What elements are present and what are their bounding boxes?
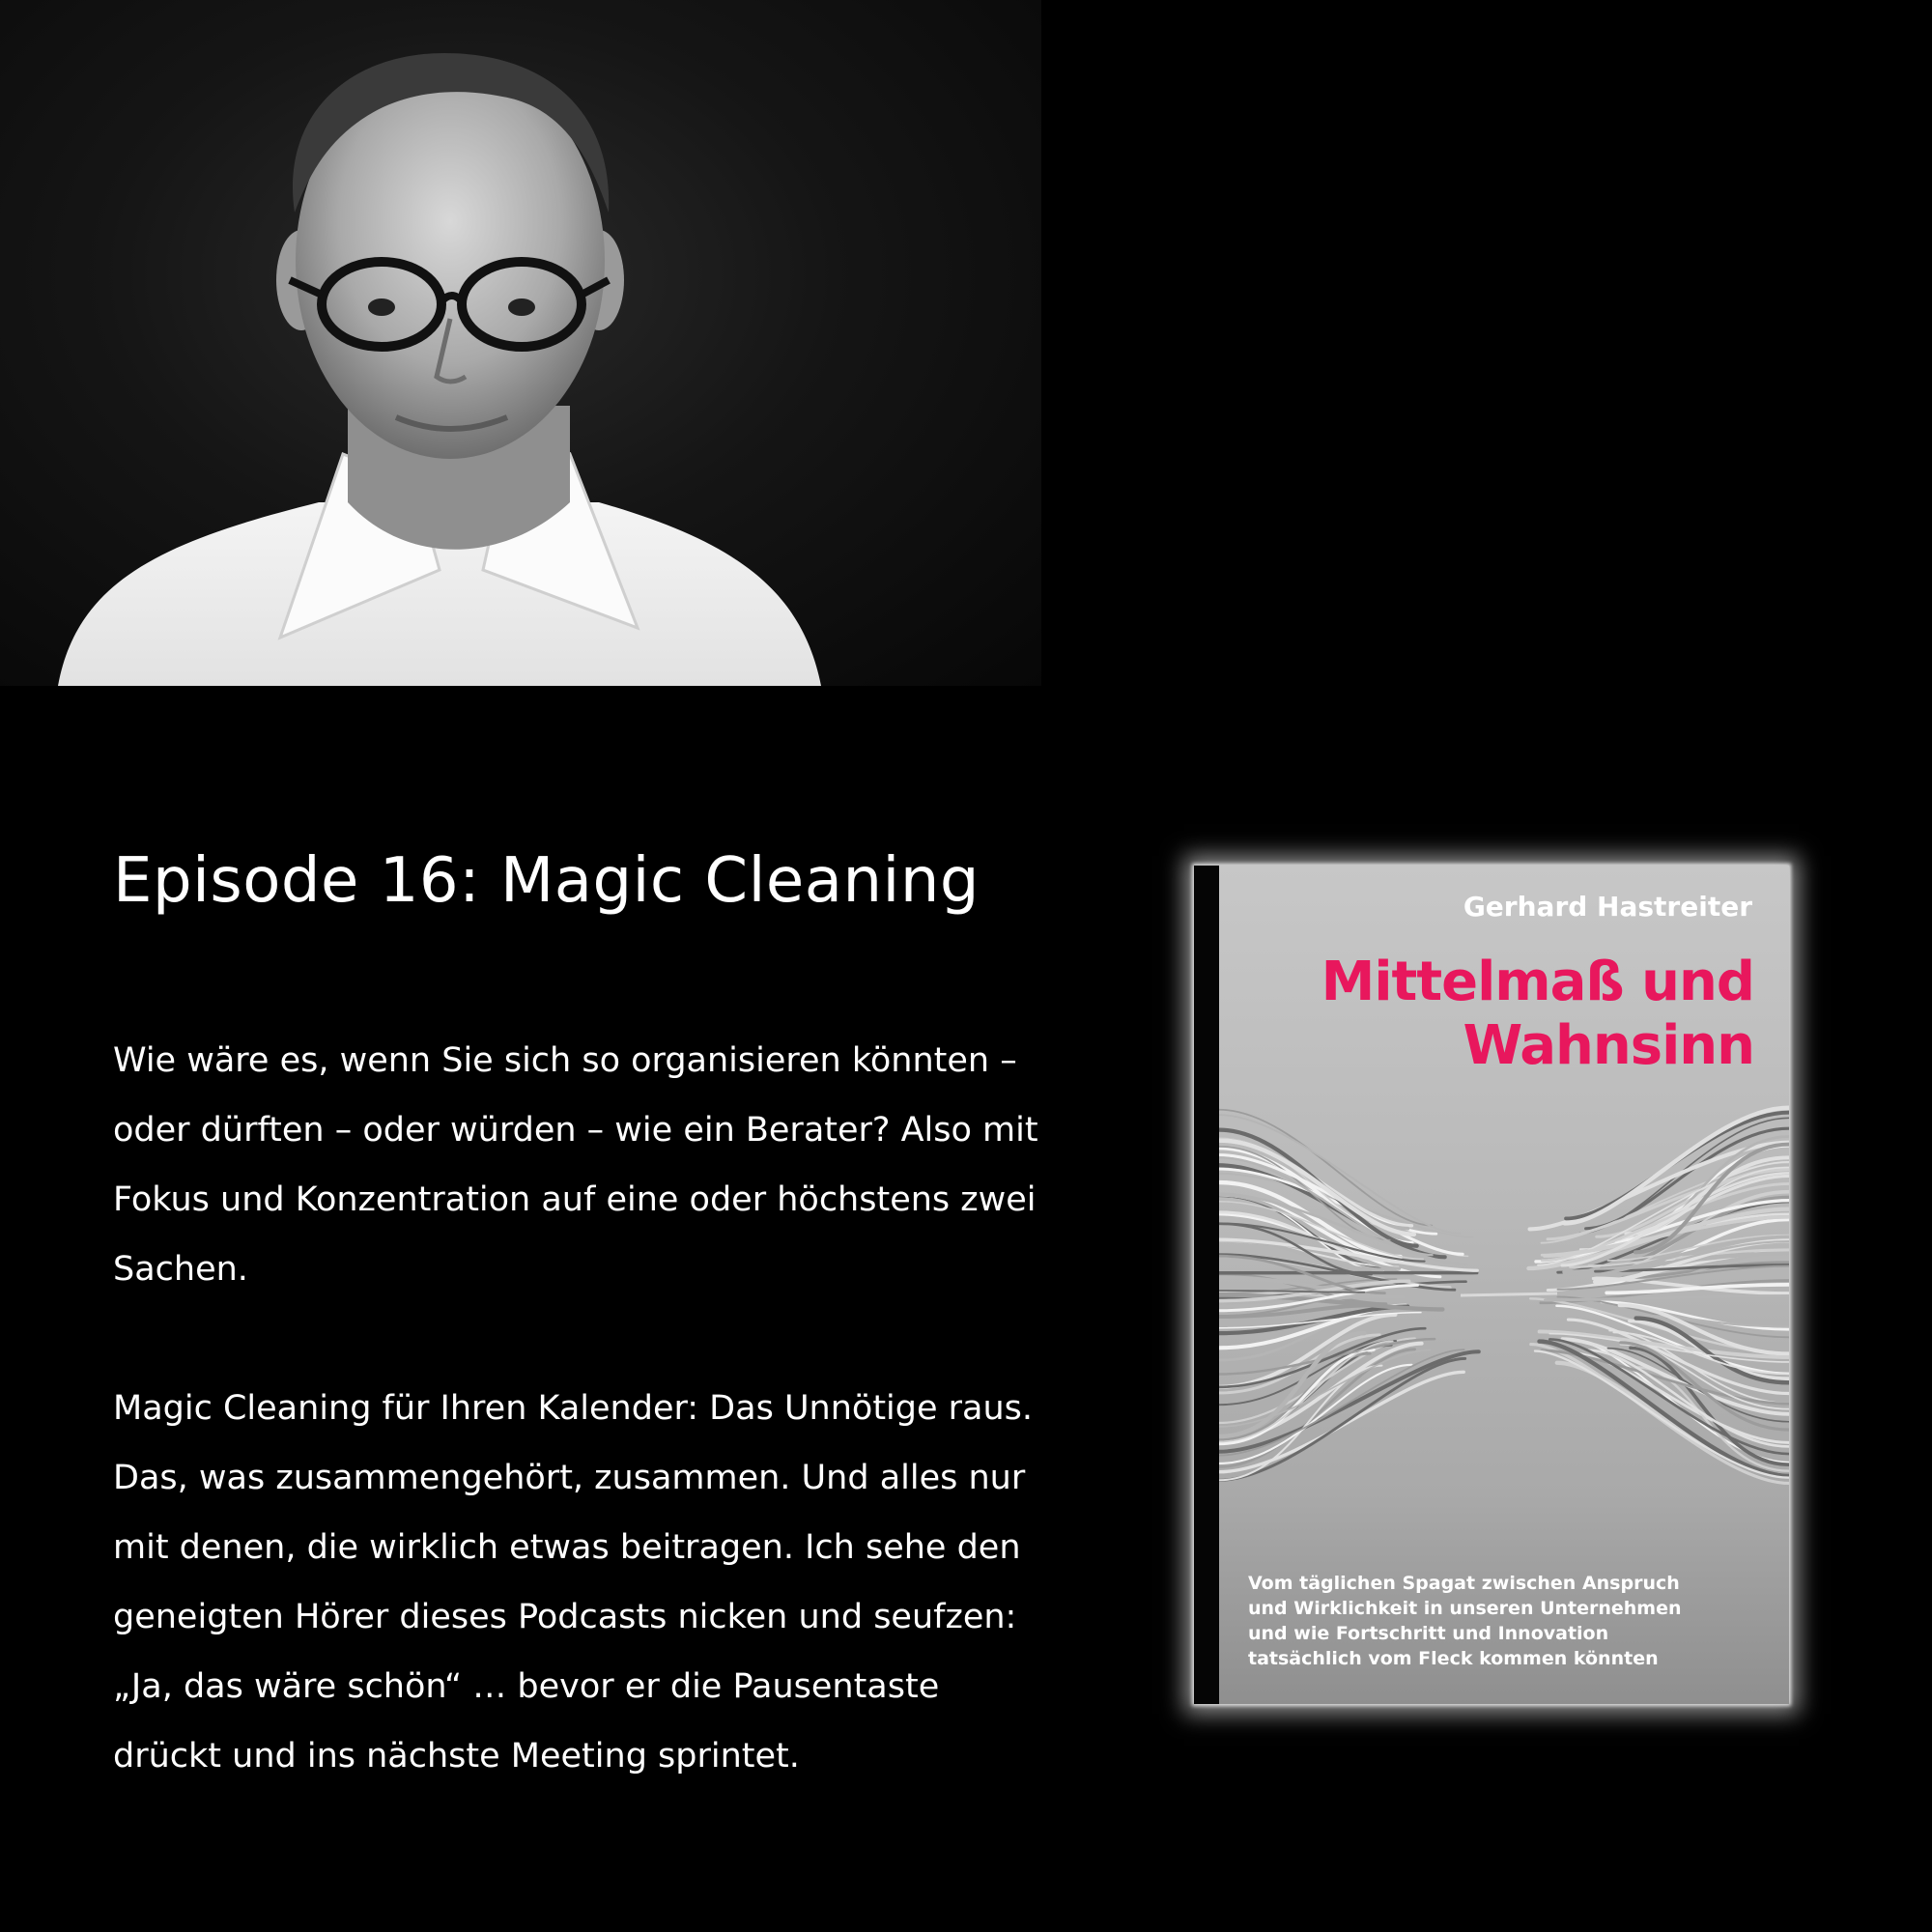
portrait-illustration	[0, 0, 1041, 686]
wire-strand	[1219, 1358, 1465, 1480]
episode-title: Episode 16: Magic Cleaning	[113, 845, 980, 917]
book-title	[1233, 951, 1754, 1078]
description-paragraph-1: Wie wäre es, wenn Sie sich so organisieren könnten – oder dürften – oder würden – wie ein Berater? Also mit Fokus und Konzentration auf eine oder höchstens zwei Sachen.	[113, 1041, 1038, 1289]
book-subtitle-line-4: tatsächlich vom Fleck kommen könnten	[1248, 1648, 1659, 1669]
portrait-photo	[0, 0, 1041, 686]
frayed-wires-illustration	[1219, 1088, 1789, 1493]
book-cover	[1194, 866, 1789, 1704]
book-subtitle-line-2: und Wirklichkeit in unseren Unternehmen	[1248, 1598, 1682, 1619]
book-subtitle-line-3: und wie Fortschritt und Innovation	[1248, 1623, 1609, 1644]
book-title-line-2: Wahnsinn	[1463, 1014, 1754, 1077]
book-title-line-1: Mittelmaß und	[1321, 951, 1754, 1013]
book-subtitle-line-1: Vom täglichen Spagat zwischen Anspruch	[1248, 1573, 1680, 1594]
book-subtitle	[1248, 1571, 1770, 1671]
book-spine	[1194, 866, 1219, 1704]
description-paragraph-2: Magic Cleaning für Ihren Kalender: Das Unnötige raus. Das, was zusammengehört, zusammen. Und alles nur mit denen, die wirklich etwas beitragen. Ich sehe den geneigten Hörer dieses Podcasts nicken und seufzen: „Ja, das wäre schön“ … bevor er die Pausentaste drückt und ins nächste Meeting sprintet.	[113, 1389, 1034, 1776]
wire-strand	[1219, 1110, 1432, 1226]
book-author: Gerhard Hastreiter	[1463, 891, 1752, 923]
